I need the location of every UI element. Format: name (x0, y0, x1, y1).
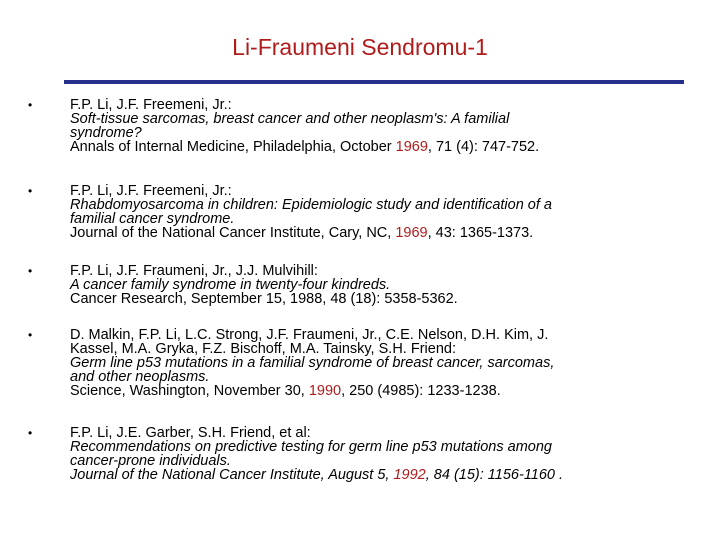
publication-year: 1992 (393, 467, 426, 483)
bullet-icon: • (28, 328, 33, 342)
reference-authors: F.P. Li, J.F. Fraumeni, Jr., J.J. Mulvihill: (70, 263, 318, 279)
publication-year: 1969 (395, 225, 428, 241)
bullet-icon: • (28, 184, 33, 198)
publication-year: 1969 (395, 139, 428, 155)
reference-source (70, 226, 710, 240)
reference-source (70, 384, 710, 398)
bullet-icon: • (28, 426, 33, 440)
title-divider (64, 80, 684, 84)
reference-title-line: and other neoplasms. (70, 369, 210, 385)
source-text: Annals of Internal Medicine, Philadelphia, October (70, 139, 396, 155)
slide-title: Li-Fraumeni Sendromu-1 (232, 34, 488, 60)
reference-title-line: Rhabdomyosarcoma in children: Epidemiologic study and identification of a (70, 197, 552, 213)
reference-title-line: Germ line p53 mutations in a familial syndrome of breast cancer, sarcomas, (70, 355, 555, 371)
reference-authors: D. Malkin, F.P. Li, L.C. Strong, J.F. Fraumeni, Jr., C.E. Nelson, D.H. Kim, J. (70, 327, 549, 343)
source-details: , 84 (15): 1156-1160 . (425, 467, 564, 483)
source-text: Journal of the National Cancer Institute, August 5, (70, 467, 394, 483)
source-text: Science, Washington, November 30, (70, 383, 309, 399)
bullet-icon: • (28, 98, 33, 112)
reference-source (70, 140, 710, 154)
reference-title-line: A cancer family syndrome in twenty-four kindreds. (70, 277, 391, 293)
source-details: , 43: 1365-1373. (427, 225, 534, 241)
publication-year: 1990 (308, 383, 342, 399)
source-text: Cancer Research, September 15, 1988, 48 (18): 5358-5362. (70, 291, 458, 307)
reference-title-line: syndrome? (70, 125, 142, 141)
reference-title-line: cancer-prone individuals. (70, 453, 231, 469)
reference-source (70, 468, 710, 482)
reference-authors: F.P. Li, J.E. Garber, S.H. Friend, et al: (70, 425, 311, 441)
bullet-icon: • (28, 264, 33, 278)
source-text: Journal of the National Cancer Institute, Cary, NC, (70, 225, 396, 241)
reference-authors: Kassel, M.A. Gryka, F.Z. Bischoff, M.A. Tainsky, S.H. Friend: (70, 341, 456, 357)
reference-source (70, 292, 710, 306)
reference-authors: F.P. Li, J.F. Freemeni, Jr.: (70, 183, 232, 199)
reference-title-line: Recommendations on predictive testing for germ line p53 mutations among (70, 439, 552, 455)
reference-authors: F.P. Li, J.F. Freemeni, Jr.: (70, 97, 232, 113)
source-details: , 71 (4): 747-752. (427, 139, 540, 155)
reference-title-line: Soft-tissue sarcomas, breast cancer and other neoplasm's: A familial (70, 111, 510, 127)
reference-title-line: familial cancer syndrome. (70, 211, 235, 227)
source-details: , 250 (4985): 1233-1238. (341, 383, 501, 399)
